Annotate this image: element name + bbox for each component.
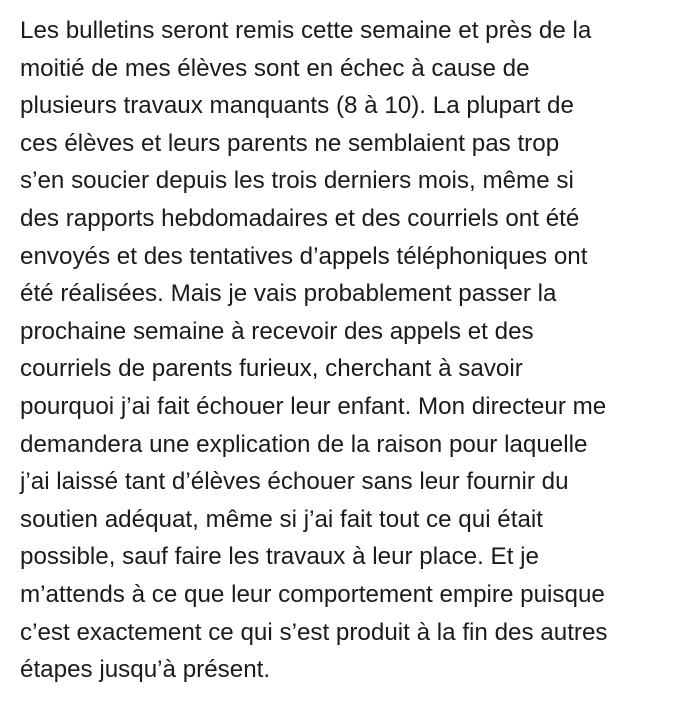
text-line: Les bulletins seront remis cette semaine et près de la <box>20 17 592 44</box>
text-line: étapes jusqu’à présent. <box>20 656 271 684</box>
text-line: ces élèves et leurs parents ne semblaient pas trop <box>20 129 560 157</box>
text-line: s’en soucier depuis les trois derniers mois, même si <box>20 167 574 195</box>
text-line: moitié de mes élèves sont en échec à cause de <box>20 54 530 82</box>
text-line: des rapports hebdomadaires et des courriels ont été <box>20 204 580 232</box>
text-line: été réalisées. Mais je vais probablement passer la <box>20 280 557 308</box>
text-line: demandera une explication de la raison pour laquelle <box>20 430 588 458</box>
text-line: soutien adéquat, même si j’ai fait tout ce qui était <box>20 505 544 533</box>
text-line: possible, sauf faire les travaux à leur place. Et je <box>20 543 539 571</box>
paragraph <box>20 12 690 689</box>
text-line: c’est exactement ce qui s’est produit à la fin des autres <box>20 618 608 646</box>
text-line: prochaine semaine à recevoir des appels et des <box>20 317 534 345</box>
text-line: pourquoi j’ai fait échouer leur enfant. Mon directeur me <box>20 392 607 420</box>
text-line: m’attends à ce que leur comportement empire puisque <box>20 580 605 608</box>
text-line: j’ai laissé tant d’élèves échouer sans leur fournir du <box>20 468 569 496</box>
text-line: plusieurs travaux manquants (8 à 10). La plupart de <box>20 92 574 120</box>
text-line: courriels de parents furieux, cherchant à savoir <box>20 355 523 383</box>
text-line: envoyés et des tentatives d’appels téléphoniques ont <box>20 242 588 270</box>
